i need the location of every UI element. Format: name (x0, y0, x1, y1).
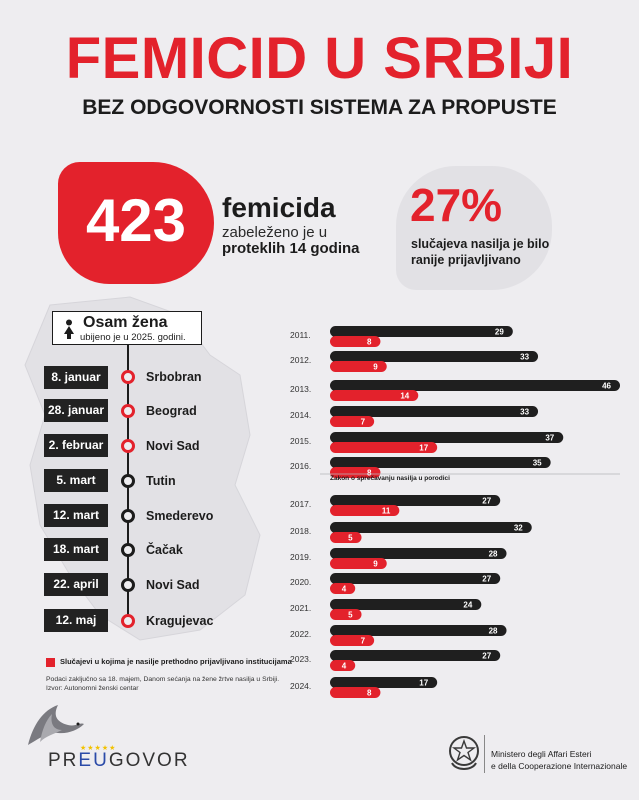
bird-logo-icon (18, 700, 88, 750)
total-value-label: 17 (419, 678, 429, 688)
law-annotation: Zakon o sprečavanju nasilja u porodici (330, 475, 450, 482)
total-bar (330, 495, 500, 506)
year-label: 2013. (290, 384, 312, 394)
reported-bar (330, 532, 362, 543)
total-value-label: 29 (494, 327, 504, 337)
reported-value-label: 4 (341, 661, 347, 671)
page-subtitle: BEZ ODGOVORNOSTI SISTEMA ZA PROPUSTE (82, 96, 557, 119)
timeline-city: Smederevo (146, 509, 214, 523)
timeline-dot (121, 543, 135, 557)
timeline-dot (121, 578, 135, 592)
total-bar (330, 522, 532, 533)
year-label: 2024. (290, 681, 312, 691)
femicide-bar-chart (290, 312, 620, 698)
source-note: Izvor: Autonomni ženski centar (46, 685, 139, 692)
reported-value-label: 8 (366, 468, 372, 478)
reported-value-label: 8 (366, 688, 372, 698)
reported-bar (330, 361, 387, 372)
timeline-date: 2. februar (44, 434, 108, 457)
year-label: 2016. (290, 461, 312, 471)
reported-value-label: 9 (373, 362, 378, 372)
total-value-label: 28 (488, 549, 498, 559)
total-bar (330, 625, 507, 636)
total-bar (330, 380, 620, 391)
timeline-date: 18. mart (44, 538, 108, 561)
timeline-date: 22. april (44, 573, 108, 596)
reported-bar (330, 336, 380, 347)
total-value-label: 33 (520, 352, 530, 362)
timeline-date: 28. januar (44, 399, 108, 422)
timeline-dot (121, 404, 135, 418)
ministry-name-2: e della Cooperazione Internazionale (491, 761, 628, 771)
reported-bar (330, 416, 374, 427)
year-label: 2019. (290, 552, 312, 562)
total-bar (330, 457, 551, 468)
total-value-label: 33 (520, 407, 530, 417)
timeline-header (52, 311, 202, 345)
ministry-name-1: Ministero degli Affari Esteri (491, 749, 592, 759)
year-label: 2020. (290, 577, 312, 587)
reported-value-label: 5 (348, 533, 353, 543)
timeline-city: Novi Sad (146, 578, 200, 592)
total-value-label: 28 (488, 626, 498, 636)
reported-value-label: 5 (348, 610, 353, 620)
reported-percent-text-2: ranije prijavljivano (411, 253, 521, 267)
total-value-label: 32 (513, 523, 523, 533)
femicide-count-label: femicida (222, 192, 336, 223)
femicide-count-text-1: zabeleženo je u (222, 224, 328, 241)
total-value-label: 27 (482, 651, 492, 661)
year-label: 2022. (290, 629, 312, 639)
timeline-dot (121, 370, 135, 384)
reported-percent: 27% (410, 179, 503, 231)
reported-value-label: 7 (360, 636, 366, 646)
italian-republic-emblem-icon (446, 733, 482, 775)
timeline-city: Srbobran (146, 370, 202, 384)
reported-value-label: 7 (360, 417, 366, 427)
year-label: 2014. (290, 410, 312, 420)
timeline-dot (121, 474, 135, 488)
total-bar (330, 599, 481, 610)
timeline-subtitle: ubijeno je u 2025. godini. (80, 332, 186, 343)
page-title: FEMICID U SRBIJI (65, 26, 574, 91)
total-bar (330, 432, 563, 443)
reported-bar (330, 609, 362, 620)
year-label: 2023. (290, 654, 312, 664)
total-value-label: 27 (482, 574, 492, 584)
total-value-label: 35 (532, 458, 542, 468)
timeline-date: 8. januar (44, 366, 108, 389)
total-value-label: 46 (602, 381, 611, 391)
year-label: 2017. (290, 499, 312, 509)
total-value-label: 27 (482, 496, 492, 506)
reported-bar (330, 687, 380, 698)
timeline-city: Beograd (146, 404, 197, 418)
reported-value-label: 8 (366, 337, 372, 347)
total-bar (330, 650, 500, 661)
year-label: 2015. (290, 436, 312, 446)
total-bar (330, 326, 513, 337)
logo-divider (484, 735, 485, 773)
timeline-title: Osam žena (83, 314, 168, 331)
timeline-dot (121, 439, 135, 453)
reported-value-label: 4 (341, 584, 347, 594)
preugovor-logo: PREUGOVOR (48, 750, 190, 771)
year-label: 2021. (290, 603, 312, 613)
timeline-city: Tutin (146, 474, 176, 488)
year-label: 2012. (290, 355, 312, 365)
total-bar (330, 406, 538, 417)
total-bar (330, 573, 500, 584)
year-label: 2011. (290, 330, 311, 340)
reported-value-label: 17 (419, 443, 429, 453)
timeline-date: 12. maj (44, 609, 108, 632)
reported-value-label: 9 (373, 559, 378, 569)
total-bar (330, 351, 538, 362)
legend-label: Slučajevi u kojima je nasilje prethodno prijavljivano institucijama (60, 657, 292, 666)
total-value-label: 37 (545, 433, 555, 443)
femicide-count: 423 (85, 187, 187, 254)
reported-bar (330, 558, 387, 569)
year-label: 2018. (290, 526, 312, 536)
total-bar (330, 548, 507, 559)
reported-value-label: 11 (381, 506, 391, 516)
timeline-date: 12. mart (44, 504, 108, 527)
reported-value-label: 14 (400, 391, 410, 401)
timeline-dot (121, 509, 135, 523)
timeline-city: Kragujevac (146, 614, 214, 628)
data-note: Podaci zaključno sa 18. majem, Danom sećanja na žene žrtve nasilja u Srbiji. (46, 676, 280, 683)
femicide-count-text-2: proteklih 14 godina (222, 240, 360, 257)
legend-swatch (46, 658, 55, 667)
woman-icon (62, 319, 76, 339)
timeline-date: 5. mart (44, 469, 108, 492)
reported-bar (330, 635, 374, 646)
timeline-city: Novi Sad (146, 439, 200, 453)
timeline-city: Čačak (146, 543, 183, 557)
total-value-label: 24 (463, 600, 473, 610)
reported-percent-text-1: slučajeva nasilja je bilo (411, 237, 550, 251)
eu-stars-icon: ★★★★★ (80, 745, 117, 752)
timeline-dot (121, 614, 135, 628)
